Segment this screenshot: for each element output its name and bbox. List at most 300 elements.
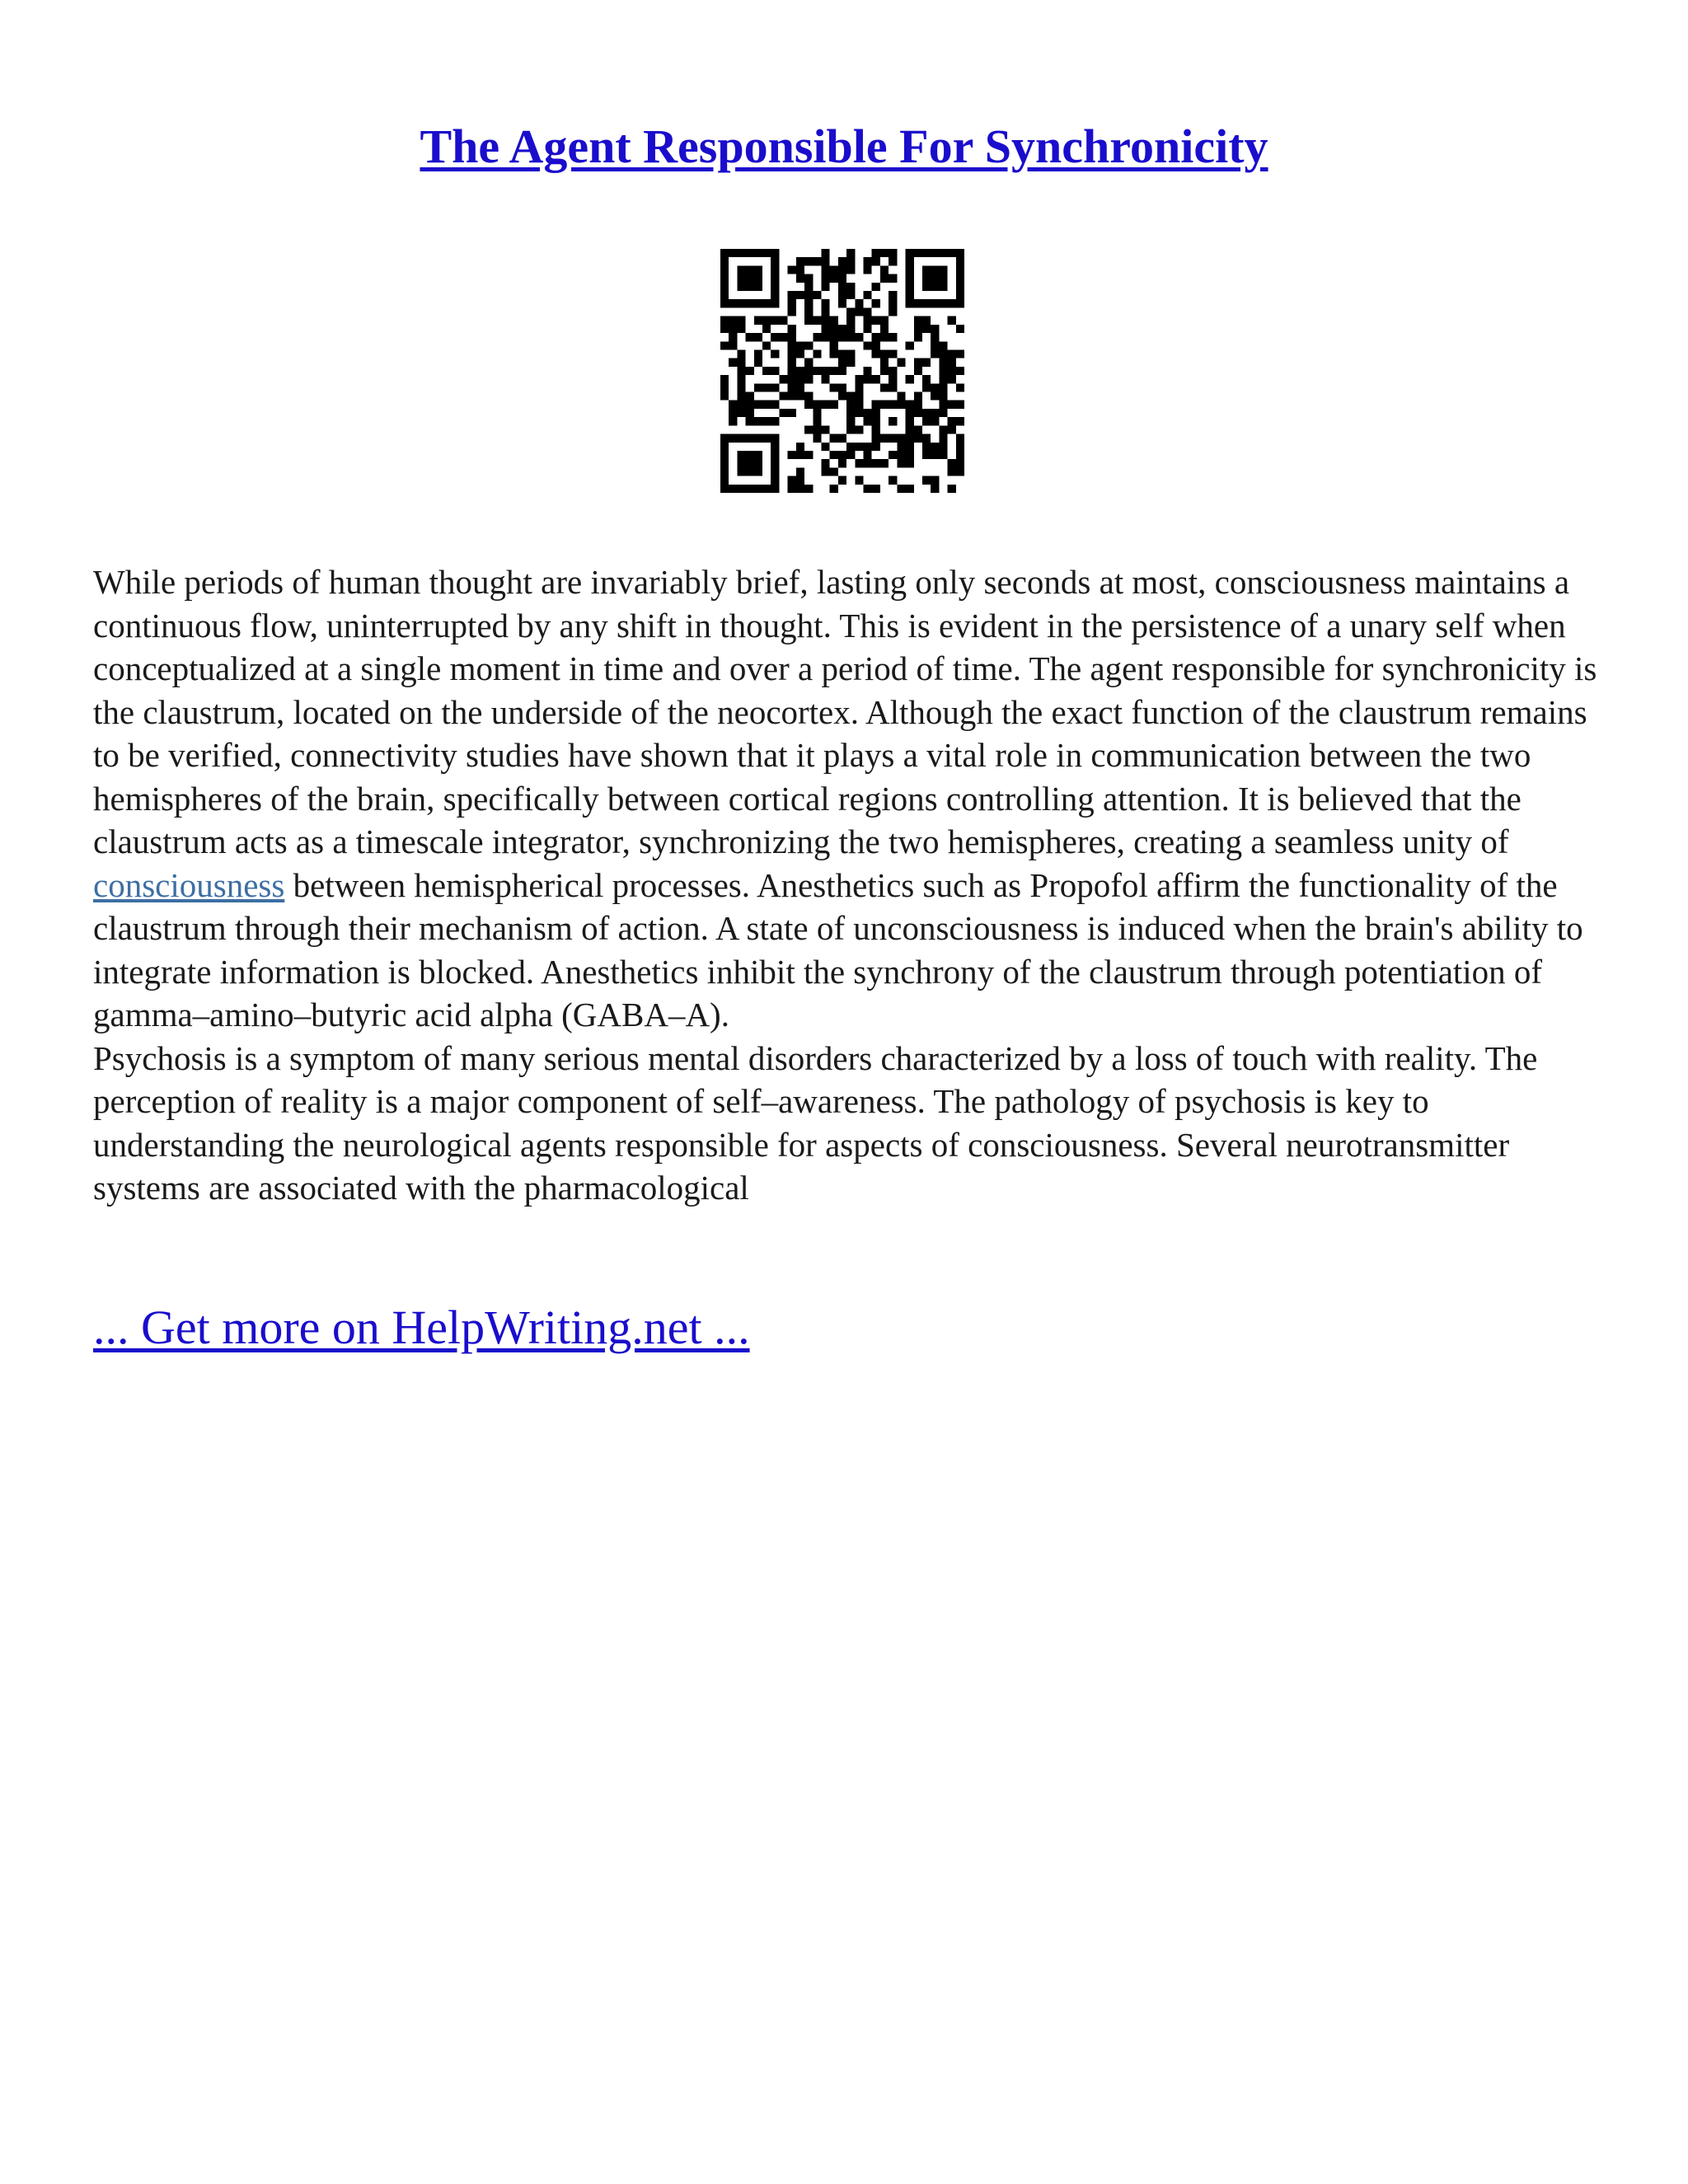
qr-module (914, 392, 922, 401)
qr-module (931, 417, 939, 425)
qr-module (880, 459, 889, 467)
qr-module (779, 409, 787, 417)
qr-module (948, 367, 956, 375)
qr-module (771, 401, 779, 409)
qr-module (813, 257, 821, 265)
qr-module (922, 434, 931, 443)
qr-module (846, 249, 855, 257)
qr-module (872, 333, 880, 341)
qr-module (889, 257, 897, 265)
qr-module (880, 249, 889, 257)
qr-module (746, 485, 754, 493)
qr-module (948, 249, 956, 257)
qr-module (720, 459, 729, 467)
qr-module (771, 249, 779, 257)
qr-module (771, 349, 779, 358)
qr-module (720, 283, 729, 291)
qr-module (939, 341, 947, 349)
qr-module (906, 291, 914, 299)
qr-module (906, 417, 914, 425)
qr-module (880, 265, 889, 274)
qr-module (931, 476, 939, 485)
qr-module (762, 325, 771, 333)
qr-module (830, 349, 838, 358)
qr-module (864, 443, 872, 451)
qr-module (906, 401, 914, 409)
qr-module (838, 451, 846, 459)
qr-module (897, 392, 905, 401)
qr-module (948, 375, 956, 383)
qr-module (821, 467, 829, 476)
paragraph-2: Psychosis is a symptom of many serious mental disorders characterized by a loss of touch with reality. The perception of reality is a major component of self–awareness. The pathology of psychosis is key to understanding the neurological agents responsible for aspects of consciousness. Several neurotransmitter systems are associated with the pharmacological (93, 1038, 1538, 1207)
qr-module (821, 375, 829, 383)
qr-module (788, 307, 796, 316)
paragraph-1: While periods of human thought are invariably brief, lasting only seconds at most, consciousness maintains a continuous flow, uninterrupted by any shift in thought. This is evident in the persistence of a unary self when conceptualized at a single moment in time and over a period of time. The agent responsible for synchronicity is the claustrum, located on the underside of the neocortex. Although the exact function of the claustrum remains to be verified, connectivity studies have shown that it plays a vital role in communication between the two hemispheres of the brain, specifically between cortical regions controlling attention. It is believed that the claustrum acts as a timescale integrator, synchronizing the two hemispheres, creating a seamless unity of consciousness between hemispherical processes. Anesthetics such as Propofol affirm the functionality of the claustrum through their mechanism of action. A state of unconsciousness is induced when the brain's ability to integrate information is blocked. Anesthetics inhibit the synchrony of the claustrum through potentiation of gamma–amino–butyric acid alpha (GABA–A). (93, 563, 1597, 1033)
qr-module (914, 367, 922, 375)
qr-module (939, 443, 947, 451)
qr-module (956, 417, 964, 425)
qr-module (922, 417, 931, 425)
qr-module (846, 325, 855, 333)
qr-module (830, 265, 838, 274)
qr-module (729, 299, 737, 307)
qr-module (821, 401, 829, 409)
qr-module (821, 425, 829, 434)
qr-module (788, 451, 796, 459)
qr-module (796, 341, 804, 349)
qr-module (939, 409, 947, 417)
qr-module (880, 434, 889, 443)
qr-module (771, 443, 779, 451)
qr-module (737, 325, 745, 333)
qr-module (720, 467, 729, 476)
qr-module (771, 417, 779, 425)
qr-module (864, 325, 872, 333)
qr-module (804, 291, 813, 299)
qr-module (796, 367, 804, 375)
qr-module (897, 443, 905, 451)
qr-module (796, 257, 804, 265)
qr-module (830, 451, 838, 459)
qr-module (830, 316, 838, 325)
qr-module (754, 485, 762, 493)
qr-module (872, 249, 880, 257)
qr-module (788, 392, 796, 401)
qr-module (906, 485, 914, 493)
qr-module (948, 467, 956, 476)
qr-module (737, 383, 745, 391)
qr-module (855, 459, 863, 467)
qr-module (939, 367, 947, 375)
more-link-container (93, 1298, 750, 1357)
qr-module (754, 467, 762, 476)
qr-module (889, 274, 897, 283)
qr-module (771, 485, 779, 493)
qr-module (931, 349, 939, 358)
qr-module (729, 249, 737, 257)
qr-module (754, 401, 762, 409)
qr-module (796, 392, 804, 401)
qr-module (939, 434, 947, 443)
qr-module (872, 459, 880, 467)
qr-module (939, 451, 947, 459)
qr-module (746, 274, 754, 283)
qr-module (931, 265, 939, 274)
qr-module (737, 401, 745, 409)
qr-module (838, 333, 846, 341)
qr-module (804, 299, 813, 307)
qr-module (922, 359, 931, 367)
qr-module (771, 291, 779, 299)
qr-module (931, 325, 939, 333)
qr-module (855, 443, 863, 451)
qr-module (939, 274, 947, 283)
qr-module (914, 425, 922, 434)
qr-module (796, 485, 804, 493)
qr-module (889, 434, 897, 443)
qr-module (821, 274, 829, 283)
qr-module (737, 249, 745, 257)
qr-module (922, 325, 931, 333)
qr-module (864, 417, 872, 425)
qr-module (880, 367, 889, 375)
qr-module (914, 409, 922, 417)
qr-module (855, 392, 863, 401)
qr-module (956, 291, 964, 299)
qr-module (906, 443, 914, 451)
qr-module (931, 451, 939, 459)
qr-module (813, 401, 821, 409)
qr-module (846, 392, 855, 401)
qr-module (889, 367, 897, 375)
qr-module (754, 459, 762, 467)
qr-module (872, 434, 880, 443)
qr-module (906, 459, 914, 467)
qr-module (897, 359, 905, 367)
qr-module (948, 349, 956, 358)
qr-module (737, 299, 745, 307)
qr-module (821, 307, 829, 316)
qr-module (846, 349, 855, 358)
qr-module (864, 316, 872, 325)
qr-module (846, 283, 855, 291)
qr-module (729, 417, 737, 425)
qr-module (880, 274, 889, 283)
qr-module (788, 341, 796, 349)
qr-module (855, 307, 863, 316)
qr-module (762, 341, 771, 349)
qr-module (846, 425, 855, 434)
qr-module (956, 451, 964, 459)
qr-module (771, 257, 779, 265)
qr-module (956, 401, 964, 409)
qr-module (948, 359, 956, 367)
qr-module (830, 485, 838, 493)
qr-module (872, 341, 880, 349)
qr-module (720, 434, 729, 443)
get-more-link[interactable]: ... Get more on HelpWriting.net ... (93, 1301, 750, 1354)
qr-module (720, 476, 729, 485)
qr-module (813, 425, 821, 434)
qr-module (948, 299, 956, 307)
qr-module (939, 349, 947, 358)
qr-module (864, 459, 872, 467)
qr-module (872, 375, 880, 383)
qr-module (746, 409, 754, 417)
qr-module (804, 274, 813, 283)
qr-module (821, 265, 829, 274)
qr-module (897, 401, 905, 409)
qr-module (897, 459, 905, 467)
qr-module (737, 359, 745, 367)
qr-module (846, 307, 855, 316)
qr-module (720, 392, 729, 401)
qr-module (906, 451, 914, 459)
qr-module (922, 299, 931, 307)
qr-module (889, 417, 897, 425)
article-body (93, 560, 1601, 1210)
qr-module (931, 274, 939, 283)
qr-module (922, 451, 931, 459)
qr-module (872, 283, 880, 291)
qr-module (889, 249, 897, 257)
qr-module (737, 283, 745, 291)
qr-module (864, 341, 872, 349)
qr-module (846, 265, 855, 274)
qr-module (779, 375, 787, 383)
qr-module (872, 299, 880, 307)
qr-module (788, 409, 796, 417)
qr-module (762, 367, 771, 375)
qr-module (821, 283, 829, 291)
qr-module (872, 349, 880, 358)
qr-module (956, 443, 964, 451)
qr-module (796, 476, 804, 485)
qr-module (796, 291, 804, 299)
qr-module (830, 367, 838, 375)
qr-module (846, 291, 855, 299)
qr-module (864, 409, 872, 417)
qr-module (754, 417, 762, 425)
qr-module (813, 291, 821, 299)
qr-module (788, 325, 796, 333)
qr-module (796, 467, 804, 476)
page-title (0, 114, 1688, 180)
qr-module (754, 265, 762, 274)
qr-module (830, 325, 838, 333)
qr-module (737, 434, 745, 443)
qr-module (880, 316, 889, 325)
qr-module (864, 451, 872, 459)
qr-module (746, 434, 754, 443)
qr-module (922, 283, 931, 291)
qr-module (788, 349, 796, 358)
qr-module (729, 434, 737, 443)
qr-module (931, 392, 939, 401)
qr-module (956, 325, 964, 333)
qr-module (846, 359, 855, 367)
qr-module (838, 274, 846, 283)
qr-module (931, 409, 939, 417)
qr-module (838, 383, 846, 391)
qr-module (906, 299, 914, 307)
qr-module (729, 341, 737, 349)
qr-module (838, 434, 846, 443)
qr-module (762, 434, 771, 443)
qr-module (746, 367, 754, 375)
qr-module (855, 409, 863, 417)
qr-module (788, 359, 796, 367)
qr-module (746, 459, 754, 467)
qr-module (729, 316, 737, 325)
qr-module (720, 291, 729, 299)
qr-module (838, 325, 846, 333)
qr-module (931, 333, 939, 341)
qr-module (754, 316, 762, 325)
qr-module (948, 401, 956, 409)
qr-module (830, 401, 838, 409)
qr-module (906, 409, 914, 417)
qr-module (762, 316, 771, 325)
qr-module (956, 299, 964, 307)
qr-module (746, 451, 754, 459)
qr-module (804, 425, 813, 434)
qr-module (906, 265, 914, 274)
qr-module (746, 467, 754, 476)
qr-module (846, 401, 855, 409)
qr-module (838, 359, 846, 367)
qr-module (804, 401, 813, 409)
qr-module (956, 265, 964, 274)
qr-module (821, 459, 829, 467)
qr-module (838, 283, 846, 291)
qr-module (864, 291, 872, 299)
qr-module (796, 383, 804, 391)
qr-module (838, 257, 846, 265)
qr-module (821, 367, 829, 375)
qr-module (922, 265, 931, 274)
qr-module (754, 349, 762, 358)
qr-module (821, 249, 829, 257)
qr-module (872, 425, 880, 434)
qr-module (737, 316, 745, 325)
qr-module (813, 316, 821, 325)
qr-module (737, 375, 745, 383)
qr-module (956, 257, 964, 265)
qr-module (720, 325, 729, 333)
qr-module (754, 249, 762, 257)
qr-module (830, 383, 838, 391)
qr-module (931, 299, 939, 307)
qr-module (846, 417, 855, 425)
qr-module (939, 401, 947, 409)
qr-module (889, 383, 897, 391)
qr-module (914, 401, 922, 409)
qr-module (746, 333, 754, 341)
qr-module (746, 249, 754, 257)
qr-module (771, 451, 779, 459)
qr-module (720, 375, 729, 383)
title-link[interactable]: The Agent Responsible For Synchronicity (420, 120, 1268, 173)
qr-module (796, 349, 804, 358)
qr-module (838, 299, 846, 307)
qr-module (754, 451, 762, 459)
qr-module (720, 265, 729, 274)
qr-module (864, 307, 872, 316)
qr-module (948, 485, 956, 493)
qr-module (720, 451, 729, 459)
qr-module (956, 367, 964, 375)
qr-module (914, 359, 922, 367)
qr-module (746, 417, 754, 425)
qr-module (746, 401, 754, 409)
qr-module (771, 265, 779, 274)
qr-module (813, 434, 821, 443)
qr-module (720, 485, 729, 493)
qr-module (846, 333, 855, 341)
qr-module (720, 274, 729, 283)
qr-module (804, 392, 813, 401)
qr-module (804, 375, 813, 383)
qr-module (880, 333, 889, 341)
qr-module (855, 425, 863, 434)
qr-module (762, 485, 771, 493)
qr-module (872, 417, 880, 425)
qr-module (855, 401, 863, 409)
qr-module (880, 401, 889, 409)
qr-module (796, 451, 804, 459)
qr-module (729, 333, 737, 341)
qr-module (737, 349, 745, 358)
qr-module (939, 265, 947, 274)
qr-module (956, 434, 964, 443)
qr-module (880, 325, 889, 333)
consciousness-link[interactable]: consciousness (93, 865, 285, 904)
qr-module (771, 434, 779, 443)
qr-module (779, 392, 787, 401)
qr-module (720, 383, 729, 391)
qr-module (762, 249, 771, 257)
qr-module (889, 451, 897, 459)
qr-module (922, 316, 931, 325)
qr-module (788, 367, 796, 375)
qr-module (914, 333, 922, 341)
qr-module (720, 299, 729, 307)
qr-module (846, 451, 855, 459)
qr-module (788, 485, 796, 493)
qr-module (956, 283, 964, 291)
qr-module (838, 367, 846, 375)
qr-module (737, 265, 745, 274)
qr-module (956, 274, 964, 283)
qr-module (737, 467, 745, 476)
qr-module (737, 485, 745, 493)
qr-module (771, 476, 779, 485)
qr-module (720, 443, 729, 451)
qr-module (729, 485, 737, 493)
qr-module (762, 299, 771, 307)
qr-module (804, 485, 813, 493)
qr-module (914, 249, 922, 257)
qr-module (914, 325, 922, 333)
qr-module (838, 265, 846, 274)
qr-module (830, 467, 838, 476)
qr-module (821, 443, 829, 451)
qr-module (838, 349, 846, 358)
qr-module (948, 316, 956, 325)
qr-module (720, 316, 729, 325)
qr-module (864, 257, 872, 265)
